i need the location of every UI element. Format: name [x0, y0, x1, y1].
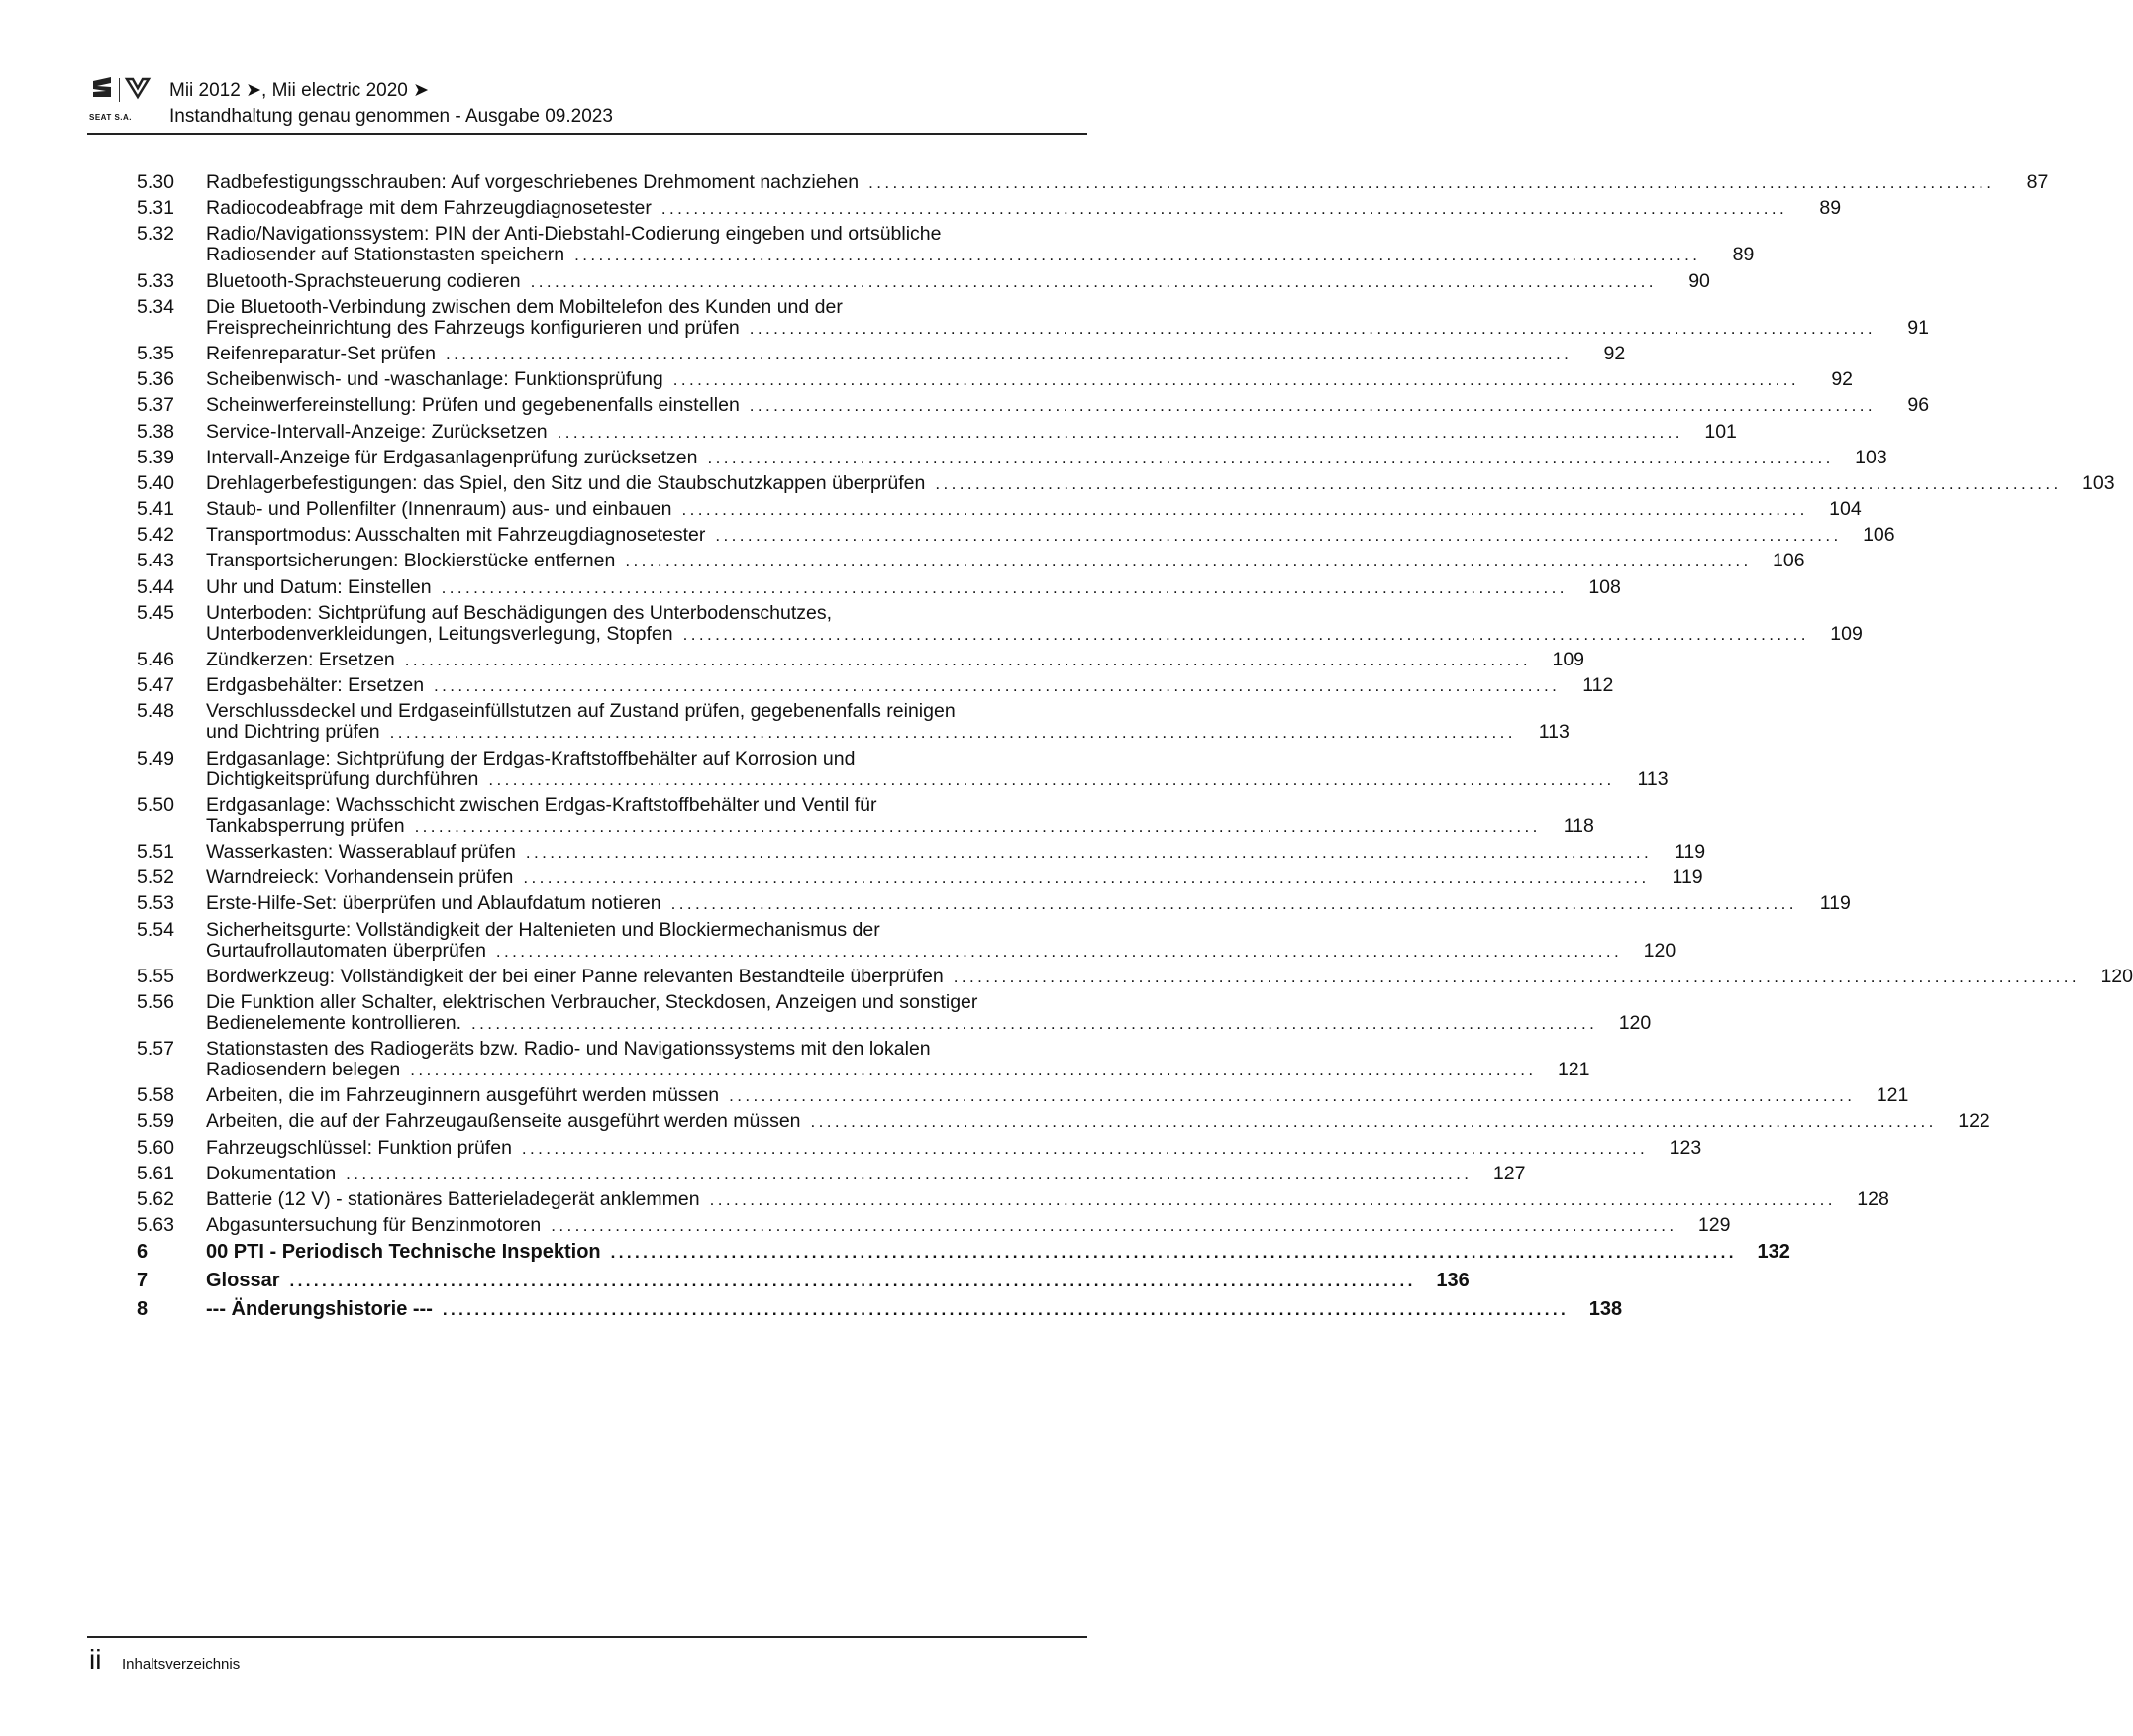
toc-entry-page: 113	[1637, 767, 1669, 790]
toc-entry[interactable]	[137, 1038, 1590, 1081]
toc-leader-dots: ............................................................................................................................................	[660, 199, 1788, 219]
toc-entry-page: 109	[1830, 622, 1863, 645]
toc-entry-title-line: Dokumentation	[206, 1162, 337, 1184]
toc-entry-page: 103	[2082, 471, 2115, 494]
toc-entry-title-line: Sicherheitsgurte: Vollständigkeit der Haltenieten und Blockiermechanismus der	[206, 918, 880, 941]
toc-entry[interactable]	[137, 1110, 1990, 1133]
toc-entry[interactable]	[137, 171, 2049, 193]
toc-entry-number: 5.44	[137, 575, 174, 598]
toc-entry-page: 113	[1538, 721, 1570, 744]
toc-entry-title-line: Fahrzeugschlüssel: Funktion prüfen	[206, 1136, 512, 1159]
toc-entry-title-line: Scheinwerfereinstellung: Prüfen und gegebenenfalls einstellen	[206, 394, 740, 417]
toc-leader-dots: ............................................................................................................................................	[442, 1300, 1570, 1320]
seat-logo	[87, 75, 149, 123]
toc-leader-dots: ............................................................................................................................................	[681, 500, 1808, 520]
toc-entry-number: 5.55	[137, 965, 174, 987]
toc-entry-page: 121	[1557, 1059, 1590, 1081]
toc-entry-page: 109	[1552, 649, 1585, 670]
toc-entry-page: 90	[1688, 269, 1710, 292]
toc-entry-number: 8	[137, 1298, 149, 1321]
toc-entry[interactable]	[137, 1162, 1526, 1184]
toc-entry-number: 6	[137, 1241, 149, 1264]
toc-entry-number: 5.59	[137, 1110, 174, 1133]
footer-label: Inhaltsverzeichnis	[122, 1656, 241, 1673]
toc-entry[interactable]	[137, 1136, 1702, 1159]
toc-entry[interactable]	[137, 223, 1755, 266]
toc-leader-dots: ............................................................................................................................................	[707, 448, 1834, 467]
toc-leader-dots: ............................................................................................................................................	[749, 318, 1876, 338]
toc-entry-number: 5.45	[137, 601, 174, 624]
toc-entry[interactable]	[137, 892, 1851, 915]
toc-leader-dots: ............................................................................................................................................	[729, 1086, 1856, 1106]
toc-entry-number: 5.34	[137, 295, 174, 318]
toc-entry[interactable]	[137, 649, 1585, 670]
toc-entry-page: 119	[1675, 840, 1706, 863]
toc-entry[interactable]	[137, 965, 2133, 987]
toc-entry-title-line: Intervall-Anzeige für Erdgasanlagenprüfung zurücksetzen	[206, 446, 698, 468]
toc-entry[interactable]	[137, 420, 1737, 443]
toc-leader-dots: ............................................................................................................................................	[715, 526, 1842, 546]
page-number: ii	[89, 1644, 102, 1675]
toc-leader-dots: ............................................................................................................................................	[434, 676, 1561, 696]
toc-entry-title-line: Scheibenwisch- und -waschanlage: Funktionsprüfung	[206, 368, 663, 391]
toc-entry-title-line: Arbeiten, die auf der Fahrzeugaußenseite ausgeführt werden müssen	[206, 1110, 801, 1133]
toc-entry-page: 104	[1829, 498, 1862, 521]
toc-entry-page: 121	[1876, 1084, 1909, 1107]
toc-entry-title-line: Bluetooth-Sprachsteuerung codieren	[206, 269, 521, 292]
toc-entry-number: 7	[137, 1270, 149, 1292]
toc-leader-dots: ............................................................................................................................................	[471, 1013, 1598, 1033]
toc-entry-number: 5.41	[137, 498, 174, 521]
toc-entry-title-line: Unterboden: Sichtprüfung auf Beschädigungen des Unterbodenschutzes,	[206, 601, 833, 624]
toc-entry-number: 5.63	[137, 1214, 174, 1237]
toc-leader-dots: ............................................................................................................................................	[525, 842, 1653, 862]
toc-leader-dots: ............................................................................................................................................	[523, 868, 1650, 888]
toc-entry-title-line: Radiosender auf Stationstasten speichern	[206, 244, 565, 266]
toc-entry[interactable]	[137, 295, 1929, 339]
toc-entry-title-line: --- Änderungshistorie ---	[206, 1298, 433, 1321]
toc-entry[interactable]	[137, 471, 2115, 494]
toc-entry-number: 5.53	[137, 892, 174, 915]
toc-leader-dots: ............................................................................................................................................	[530, 271, 1657, 291]
toc-entry[interactable]	[137, 1214, 1731, 1237]
toc-leader-dots: ............................................................................................................................................	[574, 246, 1701, 265]
toc-entry-page: 136	[1436, 1270, 1470, 1292]
toc-entry-page: 120	[1618, 1011, 1652, 1034]
toc-leader-dots: ............................................................................................................................................	[682, 624, 1809, 644]
toc-leader-dots: ............................................................................................................................................	[521, 1138, 1649, 1158]
toc-entry-number: 5.39	[137, 446, 174, 468]
toc-leader-dots: ............................................................................................................................................	[389, 723, 1516, 743]
toc-entry-page: 92	[1831, 368, 1854, 391]
toc-entry-title-line: Drehlagerbefestigungen: das Spiel, den Sitz und die Staubschutzkappen überprüfen	[206, 471, 926, 494]
toc-entry-page: 123	[1669, 1136, 1702, 1159]
toc-entry-number: 5.35	[137, 342, 174, 364]
toc-leader-dots: ............................................................................................................................................	[868, 173, 1995, 192]
toc-leader-dots: ............................................................................................................................................	[488, 769, 1615, 789]
toc-entry-number: 5.50	[137, 793, 174, 816]
toc-leader-dots: ............................................................................................................................................	[414, 816, 1541, 836]
toc-entry[interactable]	[137, 990, 1652, 1034]
toc-entry-title-line: Die Funktion aller Schalter, elektrischen Verbraucher, Steckdosen, Anzeigen und sonstiger	[206, 990, 978, 1013]
toc-entry-title-line: Batterie (12 V) - stationäres Batterieladegerät anklemmen	[206, 1188, 700, 1210]
toc-entry-title-line: Bordwerkzeug: Vollständigkeit der bei einer Panne relevanten Bestandteile überprüfen	[206, 965, 944, 987]
toc-leader-dots: ............................................................................................................................................	[953, 967, 2080, 986]
toc-entry-page: 92	[1603, 342, 1626, 364]
toc-entry-page: 119	[1672, 867, 1703, 889]
toc-entry-title-line: Die Bluetooth-Verbindung zwischen dem Mobiltelefon des Kunden und der	[206, 295, 843, 318]
toc-entry-number: 5.52	[137, 867, 174, 889]
toc-entry[interactable]	[137, 840, 1706, 863]
toc-entry-title-line: Glossar	[206, 1270, 280, 1292]
toc-entry-number: 5.31	[137, 197, 174, 220]
toc-chapter-entry[interactable]	[137, 1298, 1623, 1321]
cupra-icon	[126, 77, 150, 103]
toc-entry-page: 103	[1855, 446, 1887, 468]
toc-entry[interactable]	[137, 342, 1626, 364]
toc-entry-title-line: Gurtaufrollautomaten überprüfen	[206, 939, 486, 962]
toc-entry-title-line: 00 PTI - Periodisch Technische Inspektion	[206, 1241, 601, 1264]
toc-leader-dots: ............................................................................................................................................	[625, 552, 1752, 571]
toc-entry[interactable]	[137, 1084, 1909, 1107]
toc-entry-number: 5.33	[137, 269, 174, 292]
toc-entry-number: 5.36	[137, 368, 174, 391]
toc-entry[interactable]	[137, 446, 1887, 468]
logo-separator	[119, 78, 120, 102]
toc-entry-title-line: Radio/Navigationssystem: PIN der Anti-Diebstahl-Codierung eingeben und ortsübliche	[206, 223, 942, 246]
document-subtitle: Instandhaltung genau genommen - Ausgabe 09.2023	[169, 106, 613, 127]
toc-entry-title-line: Erdgasbehälter: Ersetzen	[206, 674, 425, 697]
toc-entry-title-line: Transportmodus: Ausschalten mit Fahrzeugdiagnosetester	[206, 524, 706, 547]
toc-entry-title-line: Transportsicherungen: Blockierstücke entfernen	[206, 550, 616, 572]
table-of-contents	[137, 171, 2133, 1328]
toc-entry-page: 120	[2100, 965, 2133, 987]
toc-entry-title-line: Zündkerzen: Ersetzen	[206, 649, 395, 670]
toc-entry-page: 87	[2026, 171, 2049, 193]
toc-entry-number: 5.61	[137, 1162, 174, 1184]
toc-entry-number: 5.56	[137, 990, 174, 1013]
toc-entry-page: 129	[1697, 1214, 1731, 1237]
toc-leader-dots: ............................................................................................................................................	[709, 1190, 1836, 1209]
toc-leader-dots: ............................................................................................................................................	[557, 422, 1683, 442]
toc-leader-dots: ............................................................................................................................................	[346, 1164, 1473, 1183]
toc-leader-dots: ............................................................................................................................................	[610, 1243, 1737, 1263]
toc-leader-dots: ............................................................................................................................................	[289, 1272, 1416, 1291]
toc-entry-page: 122	[1958, 1110, 1990, 1133]
toc-entry-page: 106	[1863, 524, 1895, 547]
toc-entry-title-line: Radiocodeabfrage mit dem Fahrzeugdiagnosetester	[206, 197, 652, 220]
toc-entry-title-line: Bedienelemente kontrollieren.	[206, 1011, 461, 1034]
toc-entry-title-line: Staub- und Pollenfilter (Innenraum) aus- und einbauen	[206, 498, 672, 521]
toc-entry-number: 5.43	[137, 550, 174, 572]
toc-entry[interactable]	[137, 498, 1862, 521]
toc-entry-title-line: und Dichtring prüfen	[206, 721, 380, 744]
toc-entry-title-line: Uhr und Datum: Einstellen	[206, 575, 432, 598]
toc-entry[interactable]	[137, 747, 1669, 790]
toc-entry-title-line: Wasserkasten: Wasserablauf prüfen	[206, 840, 516, 863]
toc-entry[interactable]	[137, 394, 1930, 417]
toc-leader-dots: ............................................................................................................................................	[935, 473, 2062, 493]
toc-entry[interactable]	[137, 867, 1703, 889]
toc-entry-title-line: Radbefestigungsschrauben: Auf vorgeschriebenes Drehmoment nachziehen	[206, 171, 860, 193]
toc-entry[interactable]	[137, 1188, 1889, 1210]
toc-leader-dots: ............................................................................................................................................	[551, 1216, 1677, 1236]
toc-entry-page: 89	[1819, 197, 1842, 220]
toc-entry-title-line: Warndreieck: Vorhandensein prüfen	[206, 867, 514, 889]
seat-logo-mark	[91, 75, 150, 104]
toc-entry-page: 132	[1757, 1241, 1790, 1264]
toc-entry-page: 112	[1582, 674, 1614, 697]
toc-entry-title-line: Tankabsperrung prüfen	[206, 814, 405, 837]
toc-leader-dots: ............................................................................................................................................	[404, 651, 1532, 669]
toc-entry[interactable]	[137, 575, 1621, 598]
toc-entry[interactable]	[137, 524, 1895, 547]
toc-entry-title-line: Freisprecheinrichtung des Fahrzeugs konfigurieren und prüfen	[206, 316, 740, 339]
toc-entry-title-line: Dichtigkeitsprüfung durchführen	[206, 767, 479, 790]
toc-leader-dots: ............................................................................................................................................	[410, 1061, 1537, 1080]
toc-leader-dots: ............................................................................................................................................	[672, 370, 1800, 390]
toc-entry-title-line: Arbeiten, die im Fahrzeuginnern ausgeführt werden müssen	[206, 1084, 720, 1107]
toc-entry[interactable]	[137, 197, 1842, 220]
toc-entry-number: 5.32	[137, 223, 174, 246]
toc-entry-number: 5.46	[137, 649, 174, 670]
toc-entry-number: 5.47	[137, 674, 174, 697]
toc-entry-title-line: Stationstasten des Radiogeräts bzw. Radio- und Navigationssystems mit den lokalen	[206, 1038, 931, 1061]
toc-chapter-entry[interactable]	[137, 1241, 1790, 1264]
toc-entry-number: 5.40	[137, 471, 174, 494]
toc-entry-number: 5.37	[137, 394, 174, 417]
seat-s-icon	[91, 75, 113, 104]
toc-leader-dots: ............................................................................................................................................	[445, 344, 1573, 363]
toc-leader-dots: ............................................................................................................................................	[810, 1112, 1937, 1132]
toc-entry[interactable]	[137, 269, 1710, 292]
document-title: Mii 2012 ➤, Mii electric 2020 ➤	[169, 80, 430, 101]
toc-leader-dots: ............................................................................................................................................	[670, 894, 1797, 914]
toc-entry-page: 89	[1732, 244, 1755, 266]
toc-entry-title-line: Unterbodenverkleidungen, Leitungsverlegung, Stopfen	[206, 622, 673, 645]
toc-entry-number: 5.51	[137, 840, 174, 863]
toc-entry[interactable]	[137, 368, 1854, 391]
toc-entry-title-line: Service-Intervall-Anzeige: Zurücksetzen	[206, 420, 548, 443]
toc-entry[interactable]	[137, 550, 1805, 572]
toc-entry-number: 5.62	[137, 1188, 174, 1210]
toc-entry-page: 120	[1643, 939, 1676, 962]
toc-entry-title-line: Erdgasanlage: Wachsschicht zwischen Erdgas-Kraftstoffbehälter und Ventil für	[206, 793, 877, 816]
logo-text: SEAT S.A.	[89, 113, 133, 122]
toc-entry-number: 5.48	[137, 700, 174, 723]
toc-entry-title-line: Radiosendern belegen	[206, 1059, 401, 1081]
toc-entry-page: 119	[1819, 892, 1851, 915]
toc-entry-number: 5.42	[137, 524, 174, 547]
toc-entry-page: 91	[1907, 316, 1929, 339]
toc-entry-page: 106	[1773, 550, 1805, 572]
toc-entry-number: 5.57	[137, 1038, 174, 1061]
toc-entry-page: 96	[1907, 394, 1930, 417]
toc-entry-page: 101	[1704, 420, 1737, 443]
toc-entry-number: 5.38	[137, 420, 174, 443]
toc-entry[interactable]	[137, 601, 1863, 645]
page-footer	[87, 1636, 1087, 1678]
toc-entry[interactable]	[137, 674, 1614, 697]
toc-entry-number: 5.58	[137, 1084, 174, 1107]
toc-entry-title-line: Reifenreparatur-Set prüfen	[206, 342, 436, 364]
toc-leader-dots: ............................................................................................................................................	[495, 941, 1623, 961]
toc-chapter-entry[interactable]	[137, 1270, 1470, 1292]
toc-entry-page: 138	[1588, 1298, 1623, 1321]
toc-entry-title-line: Abgasuntersuchung für Benzinmotoren	[206, 1214, 542, 1237]
toc-entry-page: 127	[1492, 1162, 1526, 1184]
toc-entry-page: 118	[1563, 814, 1594, 837]
toc-entry-title-line: Erste-Hilfe-Set: überprüfen und Ablaufdatum notieren	[206, 892, 661, 915]
page-header	[87, 69, 1087, 135]
toc-entry[interactable]	[137, 918, 1676, 962]
toc-entry-title-line: Erdgasanlage: Sichtprüfung der Erdgas-Kraftstoffbehälter auf Korrosion und	[206, 747, 856, 769]
toc-entry[interactable]	[137, 700, 1570, 744]
toc-leader-dots: ............................................................................................................................................	[441, 577, 1568, 597]
toc-entry-title-line: Verschlussdeckel und Erdgaseinfüllstutzen auf Zustand prüfen, gegebenenfalls reinigen	[206, 700, 956, 723]
toc-entry-number: 5.60	[137, 1136, 174, 1159]
toc-entry-page: 108	[1588, 575, 1621, 598]
toc-leader-dots: ............................................................................................................................................	[749, 396, 1877, 416]
toc-entry-number: 5.30	[137, 171, 174, 193]
toc-entry-page: 128	[1857, 1188, 1889, 1210]
toc-entry-number: 5.54	[137, 918, 174, 941]
toc-entry-number: 5.49	[137, 747, 174, 769]
toc-entry[interactable]	[137, 793, 1594, 837]
